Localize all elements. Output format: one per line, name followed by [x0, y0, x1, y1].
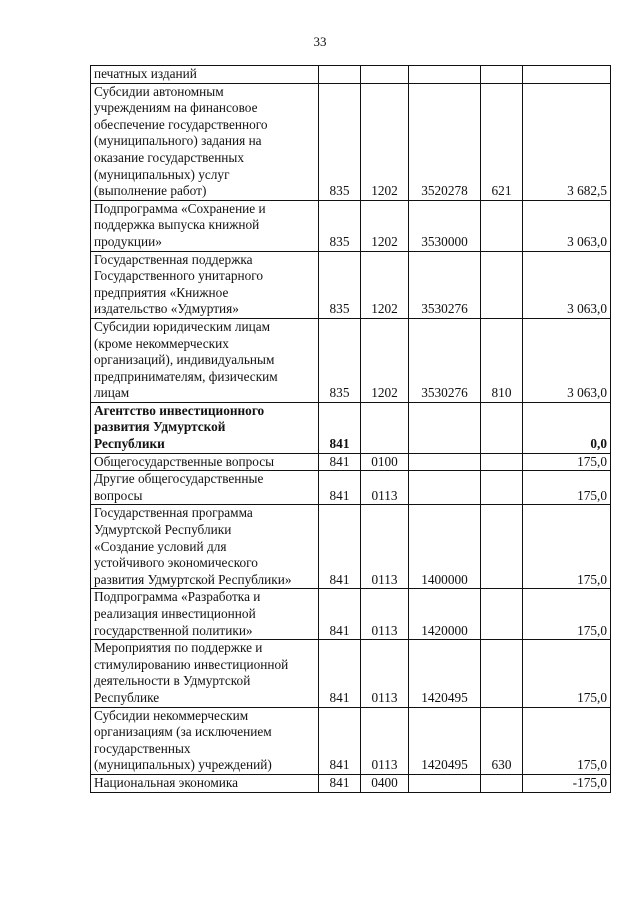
- table-row: [91, 589, 611, 640]
- cell-ved: 841: [319, 589, 361, 640]
- cell-csr: [409, 402, 481, 453]
- cell-name: печатных изданий: [91, 66, 319, 84]
- cell-rz: 0100: [361, 453, 409, 471]
- page-number: 33: [313, 34, 327, 49]
- budget-table: [90, 65, 611, 793]
- cell-rz: 0113: [361, 471, 409, 505]
- cell-vr: [481, 589, 523, 640]
- cell-csr: 3530000: [409, 200, 481, 251]
- cell-csr: 1420495: [409, 707, 481, 774]
- table-row: [91, 66, 611, 84]
- cell-rz: [361, 66, 409, 84]
- cell-rz: 1202: [361, 83, 409, 200]
- cell-sum: 175,0: [523, 707, 611, 774]
- cell-rz: [361, 402, 409, 453]
- cell-sum: 3 063,0: [523, 251, 611, 318]
- cell-name: Подпрограмма «Сохранение и поддержка выпуска книжной продукции»: [91, 200, 319, 251]
- cell-ved: 841: [319, 505, 361, 589]
- cell-rz: 0113: [361, 640, 409, 707]
- cell-name: Субсидии юридическим лицам (кроме некоммерческих организаций), индивидуальным предпринимателям, физическим лицам: [91, 318, 319, 402]
- cell-csr: [409, 471, 481, 505]
- cell-csr: 3520278: [409, 83, 481, 200]
- table-row: [91, 402, 611, 453]
- cell-rz: 0400: [361, 774, 409, 792]
- cell-sum: 175,0: [523, 453, 611, 471]
- cell-vr: [481, 505, 523, 589]
- cell-csr: 1420000: [409, 589, 481, 640]
- cell-sum: 3 682,5: [523, 83, 611, 200]
- cell-ved: 841: [319, 402, 361, 453]
- cell-ved: 841: [319, 774, 361, 792]
- cell-ved: 841: [319, 640, 361, 707]
- cell-rz: 0113: [361, 589, 409, 640]
- cell-sum: 175,0: [523, 640, 611, 707]
- cell-sum: [523, 66, 611, 84]
- cell-sum: 3 063,0: [523, 200, 611, 251]
- cell-ved: 841: [319, 707, 361, 774]
- cell-rz: 1202: [361, 251, 409, 318]
- cell-csr: 3530276: [409, 318, 481, 402]
- cell-ved: 841: [319, 453, 361, 471]
- cell-vr: [481, 200, 523, 251]
- table-row: [91, 318, 611, 402]
- table-row: [91, 453, 611, 471]
- table-row: [91, 707, 611, 774]
- table-row: [91, 505, 611, 589]
- table-row: [91, 83, 611, 200]
- cell-vr: [481, 402, 523, 453]
- cell-name: Государственная программа Удмуртской Республики «Создание условий для устойчивого экономического развития Удмуртской Республики»: [91, 505, 319, 589]
- cell-name: Государственная поддержка Государственного унитарного предприятия «Книжное издательство «Удмуртия»: [91, 251, 319, 318]
- table-row: [91, 200, 611, 251]
- cell-csr: 3530276: [409, 251, 481, 318]
- table-row: [91, 774, 611, 792]
- cell-csr: [409, 453, 481, 471]
- cell-sum: 0,0: [523, 402, 611, 453]
- cell-name: Национальная экономика: [91, 774, 319, 792]
- cell-vr: [481, 251, 523, 318]
- table-row: [91, 251, 611, 318]
- cell-sum: 175,0: [523, 505, 611, 589]
- cell-ved: [319, 66, 361, 84]
- cell-vr: [481, 453, 523, 471]
- table-row: [91, 471, 611, 505]
- cell-name: Субсидии некоммерческим организациям (за исключением государственных (муниципальных) учреждений): [91, 707, 319, 774]
- cell-rz: 0113: [361, 707, 409, 774]
- cell-name: Мероприятия по поддержке и стимулированию инвестиционной деятельности в Удмуртской Республике: [91, 640, 319, 707]
- cell-vr: 810: [481, 318, 523, 402]
- cell-sum: -175,0: [523, 774, 611, 792]
- cell-sum: 175,0: [523, 589, 611, 640]
- cell-csr: [409, 66, 481, 84]
- cell-vr: [481, 774, 523, 792]
- table-row: [91, 640, 611, 707]
- budget-table-body: [91, 66, 611, 793]
- cell-name: Общегосударственные вопросы: [91, 453, 319, 471]
- cell-vr: [481, 471, 523, 505]
- cell-vr: 630: [481, 707, 523, 774]
- cell-ved: 841: [319, 471, 361, 505]
- cell-csr: [409, 774, 481, 792]
- cell-vr: 621: [481, 83, 523, 200]
- cell-ved: 835: [319, 200, 361, 251]
- cell-rz: 1202: [361, 200, 409, 251]
- cell-ved: 835: [319, 83, 361, 200]
- cell-vr: [481, 640, 523, 707]
- cell-rz: 1202: [361, 318, 409, 402]
- cell-name: Субсидии автономным учреждениям на финансовое обеспечение государственного (муниципального) задания на оказание государственных (муниципальных) услуг (выполнение работ): [91, 83, 319, 200]
- cell-csr: 1400000: [409, 505, 481, 589]
- cell-name: Агентство инвестиционного развития Удмуртской Республики: [91, 402, 319, 453]
- cell-vr: [481, 66, 523, 84]
- cell-rz: 0113: [361, 505, 409, 589]
- cell-ved: 835: [319, 251, 361, 318]
- cell-csr: 1420495: [409, 640, 481, 707]
- cell-name: Подпрограмма «Разработка и реализация инвестиционной государственной политики»: [91, 589, 319, 640]
- cell-name: Другие общегосударственные вопросы: [91, 471, 319, 505]
- cell-sum: 175,0: [523, 471, 611, 505]
- cell-ved: 835: [319, 318, 361, 402]
- cell-sum: 3 063,0: [523, 318, 611, 402]
